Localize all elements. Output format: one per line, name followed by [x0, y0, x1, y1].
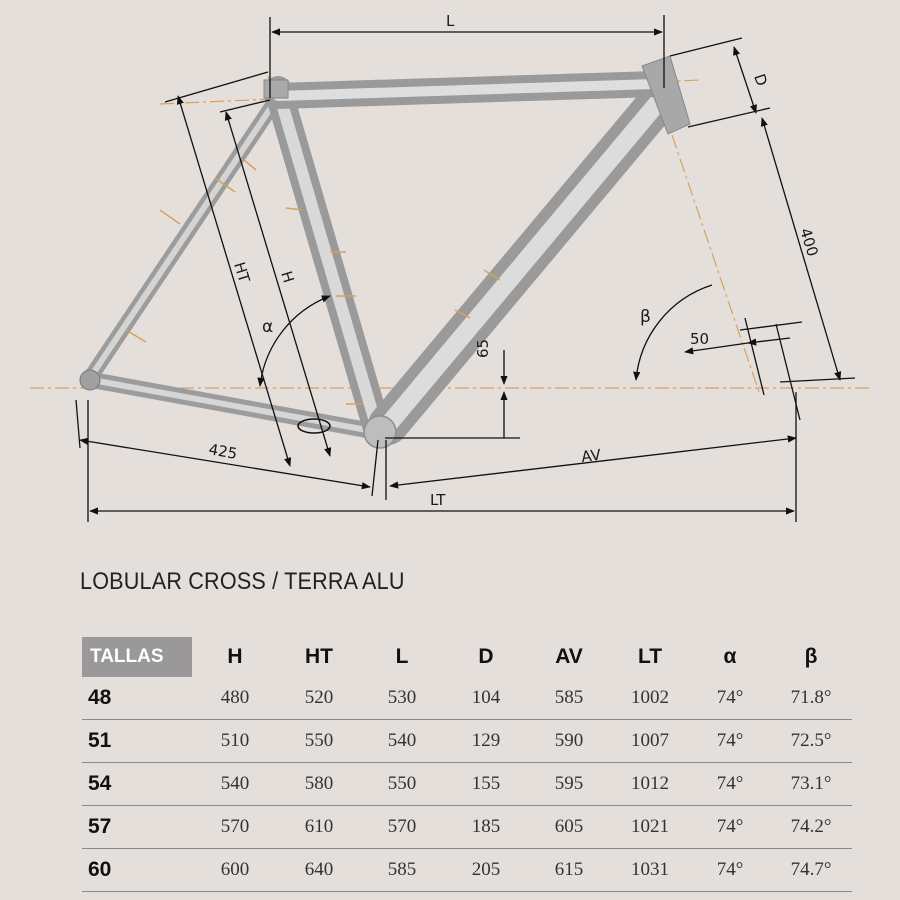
table-cell: 73.1° — [770, 763, 852, 806]
table-cell: 104 — [444, 677, 528, 720]
table-cell: 550 — [278, 720, 360, 763]
table-cell: 640 — [278, 849, 360, 892]
table-cell: 480 — [192, 677, 278, 720]
table-cell: 74° — [690, 763, 770, 806]
model-title: LOBULAR CROSS / TERRA ALU — [80, 568, 405, 595]
table-cell: 570 — [192, 806, 278, 849]
table-cell: 155 — [444, 763, 528, 806]
table-cell: 71.8° — [770, 677, 852, 720]
table-cell: 550 — [360, 763, 444, 806]
table-cell: 205 — [444, 849, 528, 892]
table-cell: 74° — [690, 806, 770, 849]
table-cell: 74° — [690, 849, 770, 892]
table-header-cell: α — [723, 645, 737, 668]
table-cell: 72.5° — [770, 720, 852, 763]
geometry-table — [82, 637, 852, 892]
label-L: L — [446, 12, 455, 30]
label-425: 425 — [207, 440, 239, 463]
table-cell: 74.7° — [770, 849, 852, 892]
label-alpha: α — [262, 317, 274, 337]
table-cell: 74° — [690, 720, 770, 763]
table-cell: 595 — [528, 763, 610, 806]
size-cell: 51 — [82, 720, 192, 763]
label-400: 400 — [796, 225, 822, 259]
table-cell: 510 — [192, 720, 278, 763]
table-header-cell: H — [227, 645, 243, 668]
table-cell: 129 — [444, 720, 528, 763]
label-HT: HT — [230, 259, 254, 285]
table-row — [82, 849, 852, 892]
table-body — [82, 677, 852, 892]
table-cell: 74° — [690, 677, 770, 720]
table-row — [82, 806, 852, 849]
header-tallas: TALLAS — [82, 637, 192, 677]
table-header-cell: AV — [555, 645, 583, 668]
table-cell: 605 — [528, 806, 610, 849]
table-cell: 1012 — [610, 763, 690, 806]
table-cell: 570 — [360, 806, 444, 849]
label-AV: AV — [580, 445, 602, 466]
label-65: 65 — [474, 338, 492, 358]
bottom-bracket — [364, 416, 396, 448]
table-cell: 185 — [444, 806, 528, 849]
label-LT: LT — [430, 491, 446, 509]
table-cell: 540 — [192, 763, 278, 806]
size-cell: 54 — [82, 763, 192, 806]
table-row — [82, 677, 852, 720]
table-cell: 580 — [278, 763, 360, 806]
table-header-cell: L — [395, 645, 409, 668]
label-50: 50 — [690, 330, 710, 348]
table-header-cell: β — [804, 645, 818, 668]
table-row — [82, 763, 852, 806]
table-cell: 585 — [528, 677, 610, 720]
label-beta: β — [640, 307, 651, 327]
table-cell: 1031 — [610, 849, 690, 892]
table-cell: 540 — [360, 720, 444, 763]
table-cell: 520 — [278, 677, 360, 720]
label-H: H — [277, 268, 298, 285]
table-cell: 1007 — [610, 720, 690, 763]
size-cell: 57 — [82, 806, 192, 849]
table-cell: 530 — [360, 677, 444, 720]
table-cell: 590 — [528, 720, 610, 763]
table-cell: 1002 — [610, 677, 690, 720]
table-header-row — [82, 637, 852, 677]
seat-clamp — [264, 80, 288, 98]
label-D: D — [750, 71, 771, 89]
table-header-cell: LT — [637, 645, 663, 668]
table-cell: 615 — [528, 849, 610, 892]
table-header-cell: HT — [305, 645, 333, 668]
table-cell: 610 — [278, 806, 360, 849]
size-cell: 60 — [82, 849, 192, 892]
table-cell: 74.2° — [770, 806, 852, 849]
table-cell: 585 — [360, 849, 444, 892]
table-cell: 1021 — [610, 806, 690, 849]
rear-dropout — [80, 370, 100, 390]
size-cell: 48 — [82, 677, 192, 720]
bike-frame — [80, 56, 690, 448]
table-row — [82, 720, 852, 763]
table-cell: 600 — [192, 849, 278, 892]
table-header-cell: D — [478, 645, 494, 668]
